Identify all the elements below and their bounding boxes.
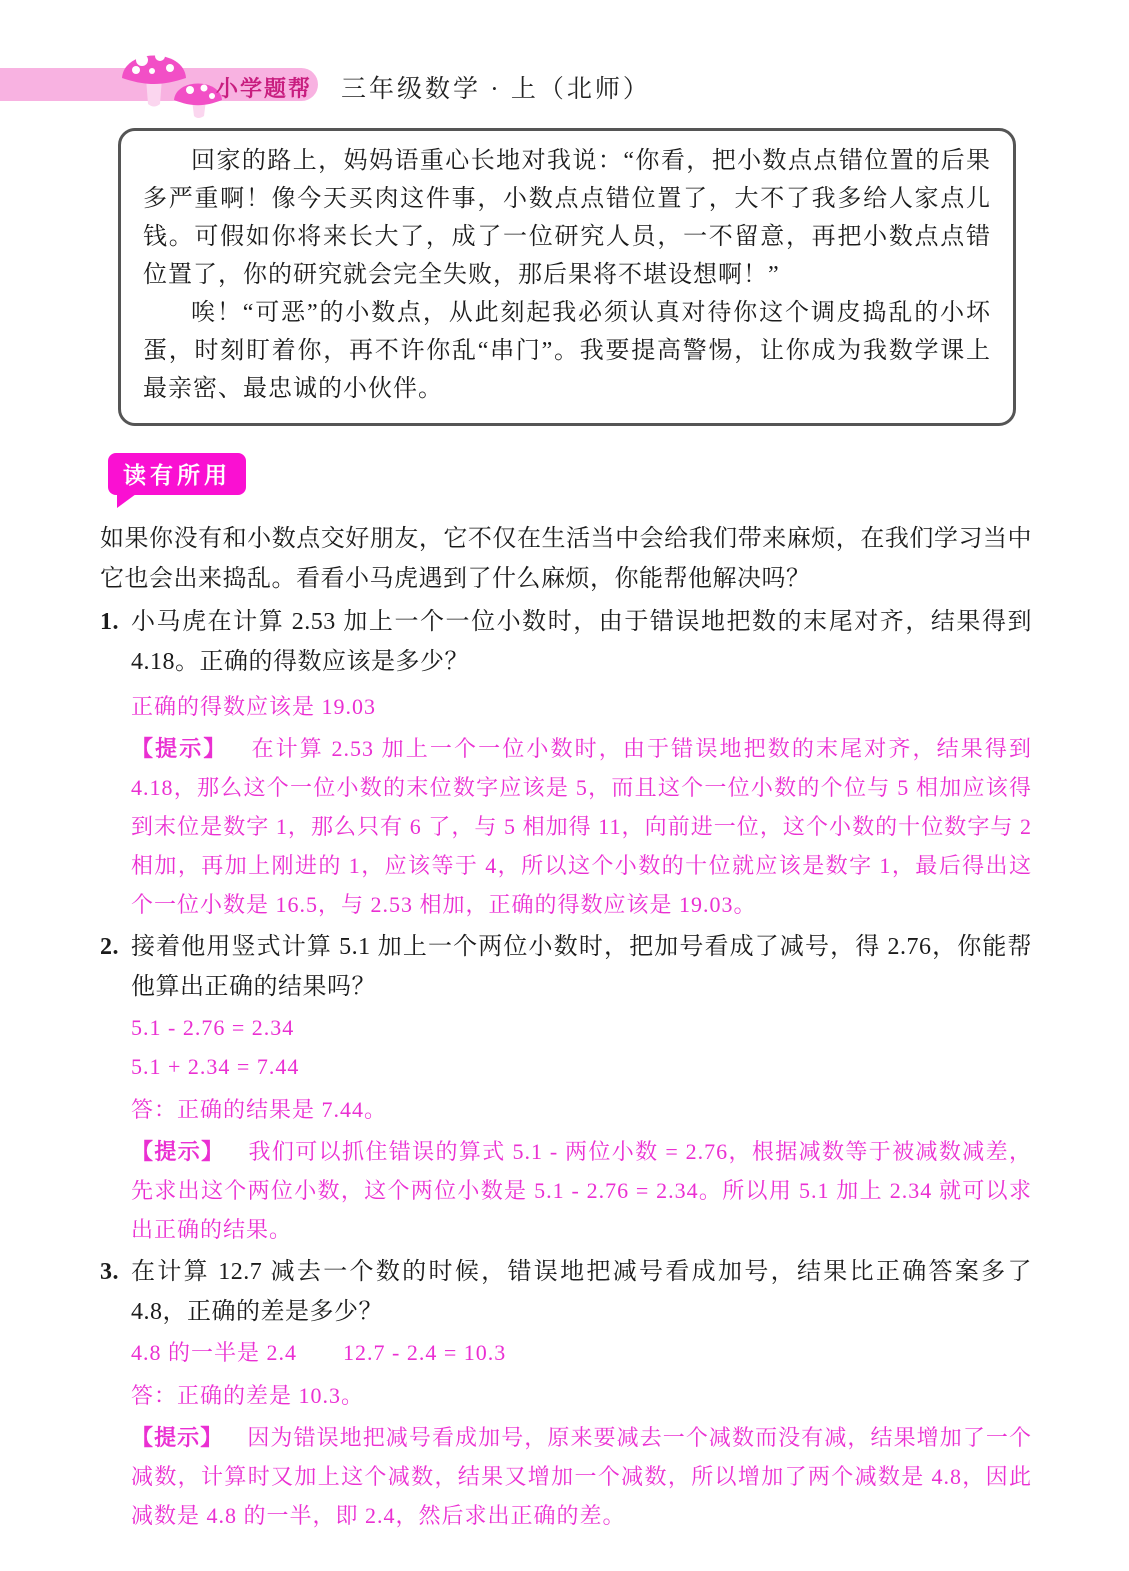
hint-text: 在计算 2.53 加上一个一位小数时，由于错误地把数的末尾对齐，结果得到 4.18，那么这个一位小数的末位数字应该是 5，而且这个一位小数的个位与 5 相加应该得到末位是数字 1，那么只有 6 了，与 5 相加得 11，向前进一位，这个小数的十位数字与 2 相加，再加上刚进的 1，应该等于 4，所以这个小数的十位就应该是数字 1，最后得出这个一位小数是 16.5，与 2.53 相加，正确的得数应该是 19.03。 [131, 736, 1032, 917]
section-label-wrap [108, 453, 1129, 505]
intro-paragraph: 如果你没有和小数点交好朋友，它不仅在生活当中会给我们带来麻烦，在我们学习当中它也会出来捣乱。看看小马虎遇到了什么麻烦，你能帮他解决吗？ [100, 526, 1032, 592]
problem-2-number: 2. [100, 934, 119, 960]
problem-3-work-right: 12.7 - 2.4 = 10.3 [343, 1340, 507, 1365]
problem-3 [100, 1252, 1032, 1535]
book-title: 三年级数学 · 上（北师） [341, 76, 651, 103]
problem-2-question: 接着他用竖式计算 5.1 加上一个两位小数时，把加号看成了减号，得 2.76，你能帮他算出正确的结果吗？ [131, 934, 1032, 1000]
problem-3-work-left: 4.8 的一半是 2.4 [131, 1340, 298, 1365]
problem-1-hint [131, 729, 1032, 924]
story-paragraph-2: 唉！“可恶”的小数点，从此刻起我必须认真对待你这个调皮捣乱的小坏蛋，时刻盯着你，再不许你乱“串门”。我要提高警惕，让你成为我数学课上最亲密、最忠诚的小伙伴。 [143, 300, 991, 402]
problem-3-hint [131, 1418, 1032, 1535]
section-label-bubble: 读有所用 [108, 453, 246, 495]
main-content [100, 519, 1032, 1571]
brand-title: 小学题帮 [216, 76, 313, 101]
hint-label: 【提示】 [131, 1139, 225, 1164]
problem-1 [100, 602, 1032, 924]
story-paragraph-1: 回家的路上，妈妈语重心长地对我说：“你看，把小数点点错位置的后果多严重啊！像今天买肉这件事，小数点点错位置了，大不了我多给人家点儿钱。可假如你将来长大了，成了一位研究人员，一不留意，再把小数点点错位置了，你的研究就会完全失败，那后果将不堪设想啊！” [143, 148, 991, 288]
problem-3-question: 在计算 12.7 减去一个数的时候，错误地把减号看成加号，结果比正确答案多了 4.8，正确的差是多少？ [131, 1259, 1032, 1325]
hint-label: 【提示】 [131, 1425, 224, 1450]
problem-1-question: 小马虎在计算 2.53 加上一个一位小数时，由于错误地把数的末尾对齐，结果得到 4.18。正确的得数应该是多少？ [131, 609, 1032, 675]
problem-1-answer: 正确的得数应该是 19.03 [131, 694, 377, 719]
hint-label: 【提示】 [131, 736, 228, 761]
problem-2-work-1: 5.1 - 2.76 = 2.34 [131, 1015, 295, 1040]
problem-2 [100, 927, 1032, 1249]
problem-1-number: 1. [100, 609, 119, 635]
problem-3-number: 3. [100, 1259, 119, 1285]
hint-text: 我们可以抓住错误的算式 5.1 - 两位小数 = 2.76，根据减数等于被减数减差，先求出这个两位小数，这个两位小数是 5.1 - 2.76 = 2.34。所以用 5.1 加上 2.34 就可以求出正确的结果。 [131, 1139, 1032, 1242]
problem-2-answer: 答：正确的结果是 7.44。 [131, 1097, 388, 1122]
problem-3-work [131, 1334, 1032, 1371]
hint-text: 因为错误地把减号看成加号，原来要减去一个减数而没有减，结果增加了一个减数，计算时又加上这个减数，结果又增加一个减数，所以增加了两个减数是 4.8，因此减数是 4.8 的一半，即 2.4，然后求出正确的差。 [131, 1425, 1032, 1528]
problem-3-answer: 答：正确的差是 10.3。 [131, 1383, 365, 1408]
story-box [118, 128, 1016, 426]
problem-2-hint [131, 1132, 1032, 1249]
problem-2-work-2: 5.1 + 2.34 = 7.44 [131, 1054, 300, 1079]
